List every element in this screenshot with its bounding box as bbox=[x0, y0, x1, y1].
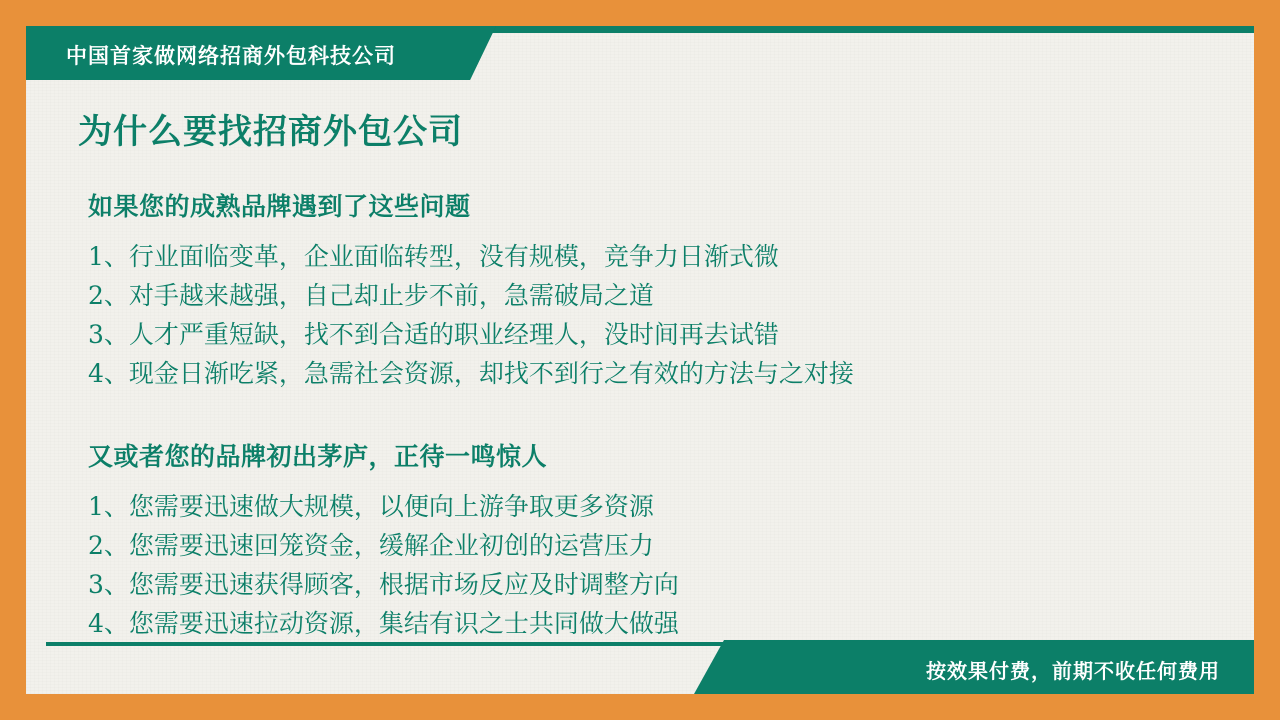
bullet-list bbox=[66, 237, 1226, 393]
section-heading: 如果您的成熟品牌遇到了这些问题 bbox=[88, 193, 471, 221]
section-heading: 又或者您的品牌初出茅庐，正待一鸣惊人 bbox=[88, 443, 548, 471]
header-banner bbox=[26, 26, 1254, 80]
list-item: 1、行业面临变革，企业面临转型，没有规模，竞争力日渐式微 bbox=[88, 242, 779, 271]
slide-content bbox=[66, 104, 1226, 655]
footer-slogan: 按效果付费，前期不收任何费用 bbox=[926, 661, 1220, 683]
list-item: 4、现金日渐吃紧，急需社会资源，却找不到行之有效的方法与之对接 bbox=[88, 359, 854, 388]
list-item: 3、您需要迅速获得顾客，根据市场反应及时调整方向 bbox=[88, 570, 679, 599]
list-item: 1、您需要迅速做大规模，以便向上游争取更多资源 bbox=[88, 492, 654, 521]
bullet-list bbox=[66, 487, 1226, 643]
footer-accent-rule bbox=[46, 642, 776, 646]
list-item: 2、您需要迅速回笼资金，缓解企业初创的运营压力 bbox=[88, 531, 654, 560]
section-new-brand bbox=[66, 437, 1226, 643]
footer-banner bbox=[26, 640, 1254, 694]
header-tagline: 中国首家做网络招商外包科技公司 bbox=[66, 45, 396, 68]
list-item: 4、您需要迅速拉动资源，集结有识之士共同做大做强 bbox=[88, 609, 679, 638]
list-item: 2、对手越来越强，自己却止步不前，急需破局之道 bbox=[88, 281, 654, 310]
page-title: 为什么要找招商外包公司 bbox=[78, 113, 463, 151]
section-divider-space bbox=[66, 405, 1226, 437]
list-item: 3、人才严重短缺，找不到合适的职业经理人，没时间再去试错 bbox=[88, 320, 779, 349]
section-mature-brand bbox=[66, 187, 1226, 393]
